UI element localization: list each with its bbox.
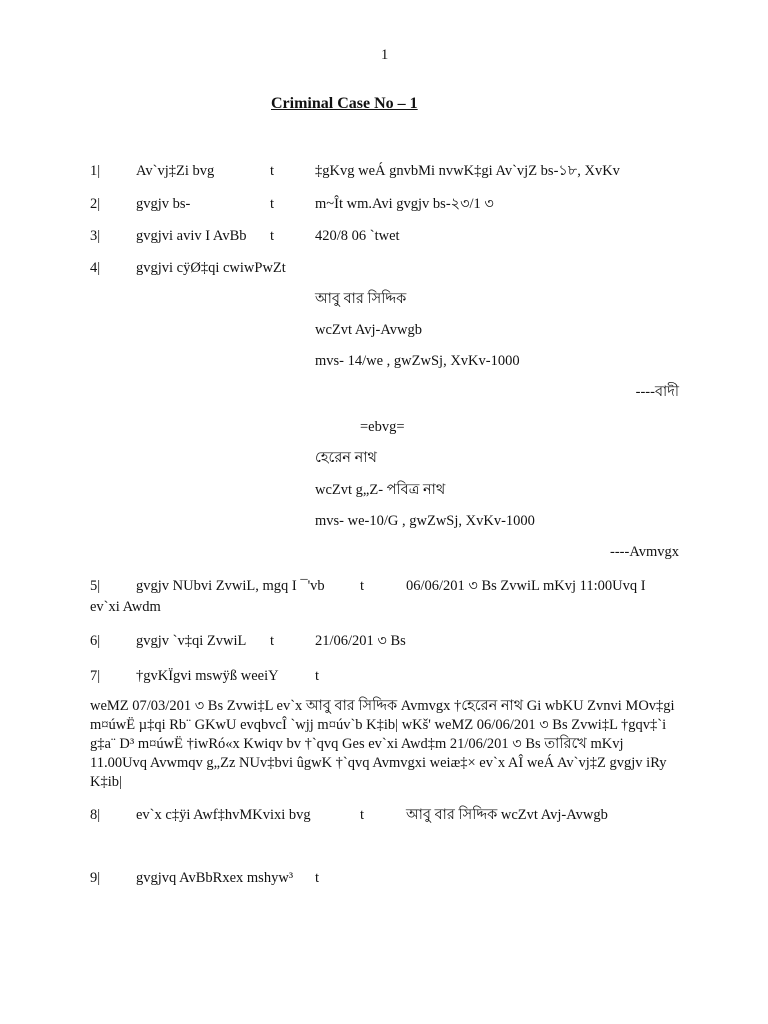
item-4-label: gvgjvi cÿØ‡qi cwiwPwZt: [136, 260, 286, 276]
item-8-label: ev`x c‡ÿi Awf‡hvMKvixi bvg: [136, 807, 311, 823]
item-7-number: 7|: [90, 668, 101, 684]
plaintiff-address: mvs- 14/we , gwZwSj, XvKv-1000: [315, 353, 520, 369]
item-3-label: gvgjvi aviv I AvBb: [136, 228, 247, 244]
item-9-label: gvgjvq AvBbRxex mshyw³: [136, 870, 294, 886]
item-1-value: ‡gKvg weÁ gnvbMi nvwK‡gi Av`vjZ bs-১৮, XvKv: [315, 163, 620, 179]
page-title: Criminal Case No – 1: [271, 95, 418, 112]
item-6-value: 21/06/201 ৩ Bs: [315, 633, 406, 649]
plaintiff-father: wcZvt Avj-Avwgb: [315, 322, 422, 338]
item-3-value: 420/8 06 `twet: [315, 228, 400, 244]
item-8-number: 8|: [90, 807, 101, 823]
item-2-label: gvgjv bs-: [136, 196, 191, 212]
item-6-separator: t: [270, 633, 275, 649]
case-summary-paragraph: weMZ 07/03/201 ৩ Bs Zvwi‡L ev`x আবু বার সিদ্দিক Avmvgx †হেরেন নাথ Gi wbKU Zvnvi MOv‡gi m¤úwË µ‡qi Rb¨ GKwU evqbvcÎ `wjj m¤úv`b K‡ib| wKš' weMZ 06/06/201 ৩ Bs Zvwi‡L †gqv‡`i g‡a¨ D³ m¤úwË †iwRó«x Kwiqv bv †`qvq Ges ev`xi Awd‡m 21/06/201 ৩ Bs তারিখে mKvj 11.00Uvq Avwmqv g„Zz NUv‡bvi ûgwK †`qvq Avmvgxi weiæ‡× ev`x AÎ weÁ Av`vj‡Z gvgjv iRy K‡ib|: [90, 698, 675, 790]
item-2-value: m~Ît wm.Avi gvgjv bs-২৩/1 ৩: [315, 196, 494, 212]
defendant-role: ----Avmvgx: [610, 544, 679, 560]
plaintiff-role: ----বাদী: [635, 384, 679, 400]
item-7-label: †gvKÏgvi mswÿß weeiY: [136, 668, 279, 684]
item-7-separator: t: [315, 668, 320, 684]
defendant-name: হেরেন নাথ: [315, 450, 377, 466]
item-4-number: 4|: [90, 260, 101, 276]
item-5-label: gvgjv NUbvi ZvwiL, mgq I ¯'vb: [136, 578, 325, 594]
item-9-separator: t: [315, 870, 320, 886]
item-8-separator: t: [360, 807, 365, 823]
item-3-separator: t: [270, 228, 275, 244]
item-1-number: 1|: [90, 163, 101, 179]
defendant-father: wcZvt g„Z- পবিত্র নাথ: [315, 482, 446, 498]
item-2-separator: t: [270, 196, 275, 212]
defendant-address: mvs- we-10/G , gwZwSj, XvKv-1000: [315, 513, 535, 529]
item-9-number: 9|: [90, 870, 101, 886]
plaintiff-name: আবু বার সিদ্দিক: [315, 291, 407, 307]
versus-label: =ebvg=: [360, 419, 405, 435]
item-3-number: 3|: [90, 228, 101, 244]
item-1-label: Av`vj‡Zi bvg: [136, 163, 215, 179]
item-1-separator: t: [270, 163, 275, 179]
item-8-value: আবু বার সিদ্দিক wcZvt Avj-Avwgb: [406, 807, 608, 823]
item-5-value-continued: ev`xi Awdm: [90, 599, 161, 615]
item-2-number: 2|: [90, 196, 101, 212]
item-5-value: 06/06/201 ৩ Bs ZvwiL mKvj 11:00Uvq I: [406, 578, 646, 594]
item-5-separator: t: [360, 578, 365, 594]
page-number: 1: [381, 47, 389, 63]
item-6-number: 6|: [90, 633, 101, 649]
item-6-label: gvgjv `v‡qi ZvwiL: [136, 633, 247, 649]
item-5-number: 5|: [90, 578, 101, 594]
